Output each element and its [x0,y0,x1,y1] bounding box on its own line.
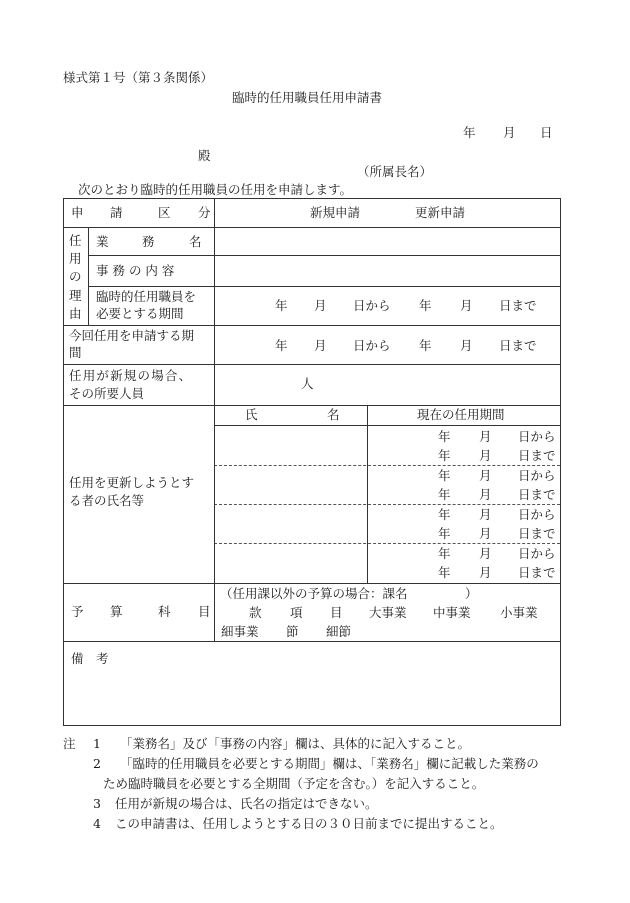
new-count-label-1: 任用が新規の場合、 [69,368,193,383]
note-3-text: 任用が新規の場合は、氏名の指定はできない。 [115,796,378,811]
form-style-number: 様式第１号（第３条関係） [63,70,214,85]
person-count-unit[interactable]: 人 [301,376,314,391]
note-2-text: 「臨時的任用職員を必要とする期間」欄は、「業務名」欄に記載した業務の [120,756,539,771]
notes-heading: 注 [63,736,76,751]
renewal-application-option[interactable]: 更新申請 [415,205,466,220]
note-2-text-continued: ため臨時職員を必要とする全期間（予定を含む。）を記入すること。 [103,776,485,791]
apply-period-label-1: 今回任用を申請する期 [69,328,195,343]
remarks-area[interactable] [65,669,559,723]
date-day-label: 日 [540,125,553,140]
note-4-number: 4 [93,816,101,831]
note-2-number: 2 [93,756,101,771]
new-application-option[interactable]: 新規申請 [310,205,361,220]
job-content-label: 事 務 の 内 容 [96,263,175,278]
current-period-column-header: 現在の任用期間 [417,407,505,422]
note-3-number: 3 [93,796,101,811]
intro-text: 次のとおり臨時的任用職員の任用を申請します。 [78,182,353,197]
date-month-label: 月 [503,125,516,140]
addressee-suffix: 殿 [198,148,211,163]
note-1-number: 1 [93,736,101,751]
application-form-table: 申 請 区 分 新規申請 更新申請 任 用 の 理 由 業 務 名 事 務 の 内 容 臨時的任用職員を 必要とする期間 年 月 日から 年 月 日まで 今回任用を申請する期 間 年 月 日から 年 月 日まで 任用が新規の場合、 その所要人員 人 任用を更新しようとす る者の氏名等 氏 名 現在の任用期間 年 月 日から 年 月 日まで 年 月 日から 年 月 日まで 年 月 日から 年 月 日まで 年 月 日から 年 月 日まで 予 算 科 目 （任用課以外の予算の場合：課名 ） 款 項 目 大事業 中事業 小事業 細事業 節 細節 備 考 [63,198,561,726]
renew-label-2: る者の氏名等 [69,493,145,508]
note-1-text: 「業務名」及び「事務の内容」欄は、具体的に記入すること。 [120,736,471,751]
period-needed-label-2: 必要とする期間 [96,306,184,321]
remarks-label: 備 考 [71,651,109,666]
date-year-label: 年 [463,125,476,140]
applicant-name-label: （所属長名） [357,164,433,179]
apply-period-label-2: 間 [69,345,82,360]
new-count-label-2: その所要人員 [69,386,145,401]
page-title: 臨時的任用職員任用申請書 [232,90,383,105]
period-needed-label-1: 臨時的任用職員を [96,289,197,304]
budget-note-close: ） [465,586,478,601]
renew-label-1: 任用を更新しようとす [69,475,195,490]
budget-note: （任用課以外の予算の場合：課名 [220,586,408,601]
note-4-text: この申請書は、任用しようとする日の３０日前までに提出すること。 [115,816,503,831]
